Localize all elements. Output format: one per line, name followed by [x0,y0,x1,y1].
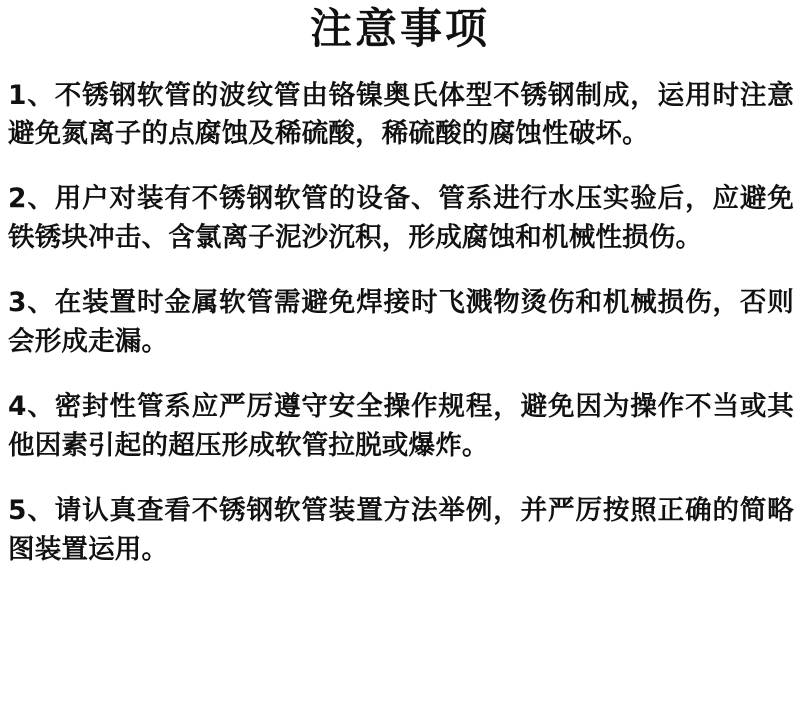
list-item: 1、不锈钢软管的波纹管由铬镍奥氏体型不锈钢制成，运用时注意避免氮离子的点腐蚀及稀硫酸，稀硫酸的腐蚀性破坏。 [8,79,794,150]
notice-list [0,77,800,570]
list-item: 5、请认真查看不锈钢软管装置方法举例，并严厉按照正确的简略图装置运用。 [8,495,794,565]
list-item: 4、密封性管系应严厉遵守安全操作规程，避免因为操作不当或其他因素引起的超压形成软管拉脱或爆炸。 [8,391,794,461]
list-item: 2、用户对装有不锈钢软管的设备、管系进行水压实验后，应避免铁锈块冲击、含氯离子泥沙沉积，形成腐蚀和机械性损伤。 [8,183,794,254]
page-title: 注意事项 [309,4,490,53]
list-item: 3、在装置时金属软管需避免焊接时飞溅物烫伤和机械损伤，否则会形成走漏。 [8,287,794,357]
notice-page [0,4,800,713]
